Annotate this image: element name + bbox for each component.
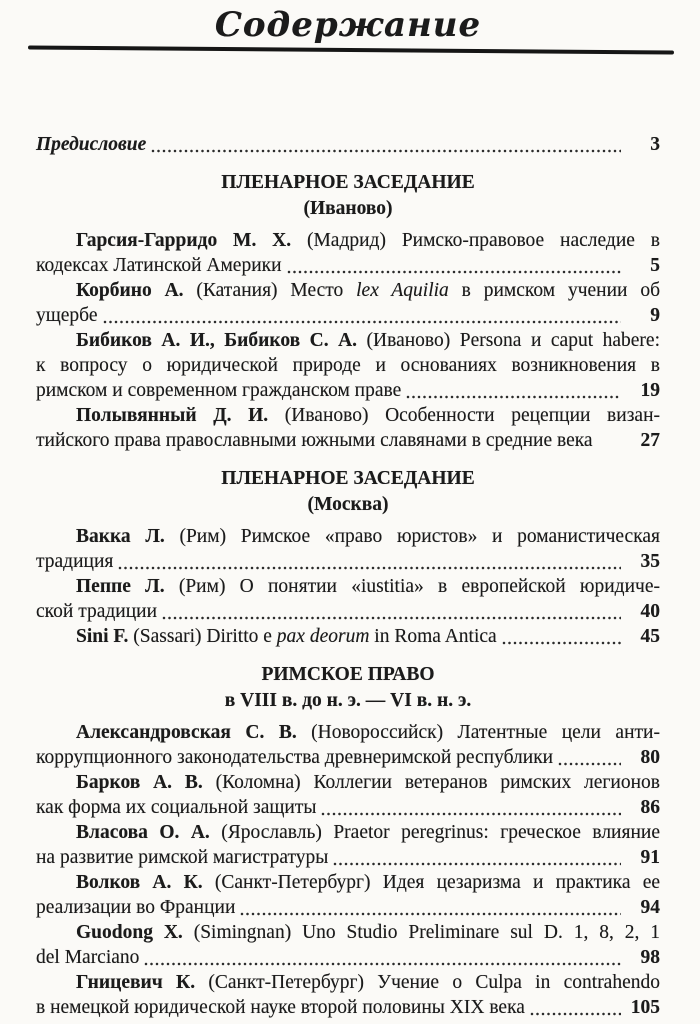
toc-line	[36, 895, 660, 920]
page-number: 19	[640, 380, 660, 401]
toc-line	[36, 524, 660, 549]
toc-entry	[36, 574, 660, 624]
dot-leader	[118, 566, 621, 570]
toc-line	[36, 378, 660, 403]
entry-text: римском и современном гражданском праве	[36, 380, 402, 401]
entry-text: ущербе	[36, 305, 98, 326]
toc-entry	[36, 624, 660, 649]
entry-author: Барков А. В.	[76, 772, 203, 793]
entry-text: (Simingnan) Uno Studio Preliminare sul D. 1, 8, 2, 1	[182, 922, 661, 943]
toc-line	[36, 549, 660, 574]
toc-line	[36, 995, 660, 1020]
toc-section	[36, 466, 660, 649]
entry-author: Александровская С. В.	[76, 722, 297, 743]
dot-leader	[333, 862, 621, 866]
entry-text: (Иваново) Особенности рецепции визан-	[268, 405, 660, 426]
entry-text: (Новороссийск) Латентные цели анти-	[296, 722, 660, 743]
entry-author: Пеппе Л.	[76, 576, 165, 597]
toc-line	[36, 253, 660, 278]
title-rule	[28, 45, 674, 54]
toc-line	[36, 720, 660, 745]
toc-line	[36, 353, 660, 378]
toc-line	[36, 599, 660, 624]
page-number: 40	[640, 601, 660, 622]
dot-leader	[144, 962, 621, 966]
entry-text: (Рим) Римское «право юристов» и романистическая	[164, 526, 660, 547]
entry-text: (Sassari) Diritto e	[128, 626, 277, 647]
toc-entry	[36, 278, 660, 328]
entry-text: кодексах Латинской Америки	[36, 255, 282, 276]
page-number: 35	[640, 551, 660, 572]
toc-line	[36, 278, 660, 303]
entry-text: реализации во Франции	[36, 897, 236, 918]
section-heading: ПЛЕНАРНОЕ ЗАСЕДАНИЕ	[221, 172, 475, 193]
toc-line	[36, 770, 660, 795]
entry-text	[36, 624, 497, 649]
dot-leader	[151, 149, 621, 153]
entry-text: (Рим) О понятии «iustitia» в европейской юридиче-	[164, 576, 660, 597]
page-number: 86	[640, 797, 660, 818]
toc-entry	[36, 720, 660, 770]
section-subheading: в VIII в. до н. э. — VI в. н. э.	[224, 690, 472, 711]
toc-line	[36, 624, 660, 649]
toc-line	[36, 820, 660, 845]
entry-text: (Мадрид) Римско-правовое наследие в	[291, 230, 660, 251]
section-heading: РИМСКОЕ ПРАВО	[261, 664, 435, 685]
toc-entry	[36, 524, 660, 574]
toc-line	[36, 328, 660, 353]
entry-text: тийского права православными южными славянами в средние века	[36, 430, 593, 451]
dot-leader	[558, 762, 621, 766]
entry-text: (Санкт-Петербург) Идея цезаризма и практика ее	[202, 872, 661, 893]
entry-text: (Иваново) Persona и caput habere:	[357, 330, 660, 351]
toc-entry	[36, 403, 660, 453]
entry-text: к вопросу о юридической природе и основаниях возникновения в	[36, 355, 660, 376]
entry-author: Волков А. К.	[76, 872, 203, 893]
dot-leader	[287, 270, 621, 274]
toc-line	[36, 228, 660, 253]
entry-author: Гницевич К.	[76, 972, 196, 993]
dot-leader	[103, 320, 622, 324]
toc-entry	[36, 870, 660, 920]
entry-text: (Катания) Место	[183, 280, 357, 301]
entry-author: Власова О. А.	[76, 822, 210, 843]
page-number: 9	[650, 305, 660, 326]
page-number: 3	[650, 134, 660, 155]
dot-leader	[406, 395, 621, 399]
toc-line	[36, 970, 660, 995]
toc-line	[36, 795, 660, 820]
entry-author: Бибиков А. И., Бибиков С. А.	[76, 330, 358, 351]
dot-leader	[240, 912, 621, 916]
dot-leader	[530, 1012, 621, 1016]
toc-section	[36, 662, 660, 1020]
toc-line	[36, 428, 660, 453]
page-number: 105	[630, 997, 660, 1018]
page-number: 80	[640, 747, 660, 768]
entry-text: (Ярославль) Praetor peregrinus: греческое влияние	[209, 822, 660, 843]
entry-text: на развитие римской магистратуры	[36, 847, 329, 868]
section-subheading: (Москва)	[307, 494, 389, 515]
entry-author: Вакка Л.	[76, 526, 165, 547]
toc-section	[36, 170, 660, 453]
toc-line	[36, 403, 660, 428]
entry-author: Guodong X.	[76, 922, 183, 943]
toc-entry	[36, 770, 660, 820]
toc-line	[36, 920, 660, 945]
entry-author: Полывянный Д. И.	[76, 405, 269, 426]
entry-text: in Roma Antica	[369, 626, 497, 647]
section-subheading: (Иваново)	[303, 198, 393, 219]
page-number: 98	[640, 947, 660, 968]
toc-entry	[36, 228, 660, 278]
page-number: 94	[640, 897, 660, 918]
entry-text-italic: pax deorum	[276, 626, 370, 647]
page-title: Содержание	[214, 5, 482, 45]
toc-line	[36, 303, 660, 328]
entry-text: в немецкой юридической науке второй половины XIX века	[36, 997, 525, 1018]
entry-text: ской традиции	[36, 601, 158, 622]
toc-line	[36, 574, 660, 599]
toc-entry	[36, 920, 660, 970]
toc-line	[36, 745, 660, 770]
page-number: 91	[640, 847, 660, 868]
toc-entry	[36, 820, 660, 870]
entry-text: как форма их социальной защиты	[36, 797, 317, 818]
entry-author: Гарсия-Гарридо М. Х.	[76, 230, 292, 251]
dot-leader	[321, 812, 621, 816]
entry-author: Sini F.	[76, 626, 129, 647]
entry-text-italic: lex Aquilia	[356, 280, 449, 301]
toc-line	[36, 945, 660, 970]
entry-text: в римском учении об	[448, 280, 660, 301]
entry-text: del Marciano	[36, 947, 140, 968]
entry-author: Корбино А.	[76, 280, 184, 301]
page-number: 45	[640, 626, 660, 647]
dot-leader	[162, 616, 621, 620]
page-number: 5	[650, 255, 660, 276]
dot-leader	[502, 641, 621, 645]
toc-entry	[36, 328, 660, 403]
page-number: 27	[640, 430, 660, 451]
dot-leader	[598, 445, 621, 449]
toc-line	[36, 870, 660, 895]
entry-text: коррупционного законодательства древнеримской республики	[36, 747, 554, 768]
entry-text: традиция	[36, 551, 114, 572]
preface-label: Предисловие	[36, 134, 147, 155]
entry-text: (Коломна) Коллегии ветеранов римских легионов	[202, 772, 660, 793]
entry-text: (Санкт-Петербург) Учение о Culpa in contrahendo	[195, 972, 660, 993]
toc-entry	[36, 970, 660, 1020]
section-heading: ПЛЕНАРНОЕ ЗАСЕДАНИЕ	[221, 468, 475, 489]
toc-line	[36, 845, 660, 870]
preface-line	[36, 132, 660, 157]
